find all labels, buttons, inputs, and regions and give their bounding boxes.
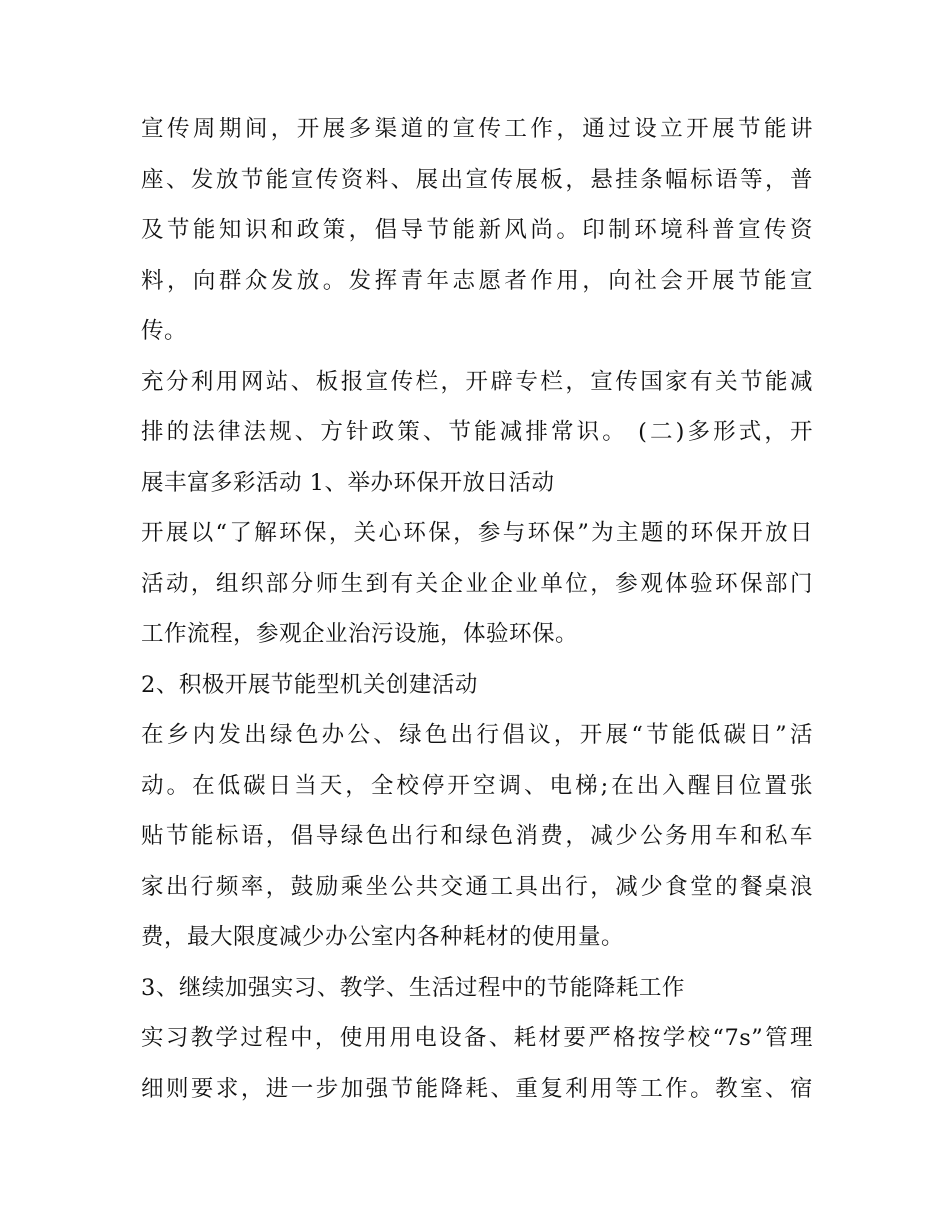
text-line: 费，最大限度减少办公室内各种耗材的使用量。 xyxy=(141,924,625,950)
text-line: 3、继续加强实习、教学、生活过程中的节能降耗工作 xyxy=(141,974,685,1001)
section-heading-2 xyxy=(141,660,813,711)
text-line: 座、发放节能宣传资料、展出宣传展板，悬挂条幅标语等，普 xyxy=(141,166,813,193)
text-line: 料，向群众发放。发挥青年志愿者作用，向社会开展节能宣 xyxy=(141,267,813,294)
paragraph-low-carbon-day xyxy=(141,710,813,963)
text-line: 展丰富多彩活动 1、举办环保开放日活动 xyxy=(141,469,555,496)
text-line: 在乡内发出绿色办公、绿色出行倡议，开展“节能低碳日”活 xyxy=(141,722,813,748)
text-line: 2、积极开展节能型机关创建活动 xyxy=(141,671,478,698)
text-line: 细则要求，进一步加强节能降耗、重复利用等工作。教室、宿 xyxy=(141,1075,813,1102)
text-line: 传。 xyxy=(141,318,188,344)
paragraph-publicity-week xyxy=(141,104,813,357)
text-line: 家出行频率，鼓励乘坐公共交通工具出行，减少食堂的餐桌浪 xyxy=(141,873,813,900)
text-line: 排的法律法规、方针政策、节能减排常识。 (二)多形式，开 xyxy=(141,419,813,445)
paragraph-open-day xyxy=(141,508,813,660)
text-line: 宣传周期间，开展多渠道的宣传工作，通过设立开展节能讲 xyxy=(141,116,813,142)
document-body xyxy=(141,104,813,1114)
section-heading-3 xyxy=(141,963,813,1014)
paragraph-website-boards xyxy=(141,357,813,509)
text-line: 开展以“了解环保，关心环保，参与环保”为主题的环保开放日 xyxy=(141,520,813,546)
paragraph-practice-teaching xyxy=(141,1013,813,1114)
text-line: 贴节能标语，倡导绿色出行和绿色消费，减少公务用车和私车 xyxy=(141,823,813,849)
text-line: 充分利用网站、板报宣传栏，开辟专栏，宣传国家有关节能减 xyxy=(141,368,813,395)
text-line: 工作流程，参观企业治污设施，体验环保。 xyxy=(141,621,579,647)
text-line: 动。在低碳日当天，全校停开空调、电梯;在出入醒目位置张 xyxy=(141,772,813,799)
text-line: 及节能知识和政策，倡导节能新风尚。印制环境科普宣传资 xyxy=(141,217,813,243)
text-line: 活动，组织部分师生到有关企业企业单位，参观体验环保部门 xyxy=(141,570,813,597)
text-line: 实习教学过程中，使用用电设备、耗材要严格按学校“7s”管理 xyxy=(141,1025,813,1051)
